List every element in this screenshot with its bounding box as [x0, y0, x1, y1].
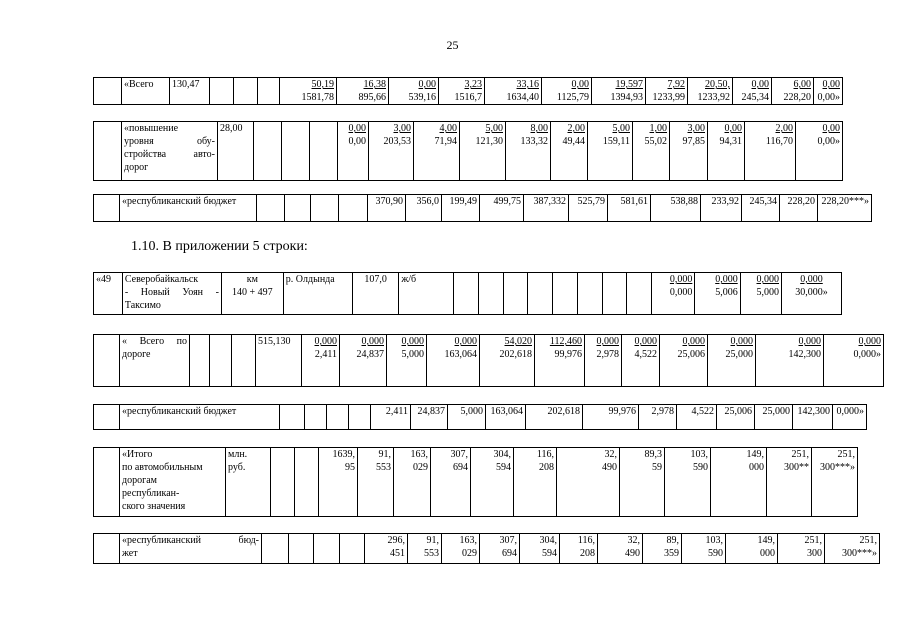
unit-cell: млн. руб.	[226, 448, 271, 517]
value-cell: 0,000 25,006	[660, 335, 708, 387]
empty-cell	[305, 405, 327, 430]
value-cell: 2,411	[371, 405, 411, 430]
value-cell: 0,000 30,000»	[782, 273, 842, 315]
value-cell: 0,000 25,000	[708, 335, 756, 387]
empty-cell	[478, 273, 503, 315]
amount-cell: 130,47	[170, 78, 210, 105]
value-cell: 50,19 1581,78	[280, 78, 337, 105]
value-cell: 112,460 99,976	[535, 335, 585, 387]
value-cell: 251, 300***»	[812, 448, 858, 517]
value-cell: 0,000 2,411	[302, 335, 340, 387]
value-cell: 163, 029	[394, 448, 431, 517]
empty-cell	[262, 534, 289, 564]
empty-cell	[602, 273, 627, 315]
value-cell: 0,000 5,000	[740, 273, 781, 315]
value-cell: 0,00 0,00	[338, 122, 369, 181]
row-label: «Всего	[122, 78, 170, 105]
amount-cell: 28,00	[218, 122, 254, 181]
table-total-1	[93, 77, 843, 105]
page-number: 25	[446, 38, 459, 52]
value-cell: 116, 208	[514, 448, 557, 517]
value-cell: 499,75	[480, 195, 524, 222]
unit-cell: км 140 + 497	[221, 273, 283, 315]
value-cell: 0,000 24,837	[340, 335, 387, 387]
empty-cell	[285, 195, 311, 222]
value-cell: 581,61	[608, 195, 651, 222]
empty-cell	[190, 335, 210, 387]
empty-cell	[627, 273, 652, 315]
value-cell: 0,00 94,31	[708, 122, 745, 181]
value-cell: 0,00 0,00»	[814, 78, 843, 105]
row-label: «республиканский бюд- жет	[120, 534, 262, 564]
table-budget-2	[93, 404, 867, 430]
empty-cell	[234, 78, 258, 105]
empty-cell	[528, 273, 553, 315]
row-label: «повышение уровня обу- стройства авто- дорог	[122, 122, 218, 181]
section-heading: 1.10. В приложении 5 строки:	[131, 239, 308, 254]
value-cell: 0,000 0,000»	[824, 335, 884, 387]
value-cell: 7,92 1233,99	[646, 78, 688, 105]
value-cell: 202,618	[526, 405, 583, 430]
value-cell: 1,00 55,02	[633, 122, 670, 181]
table-road-total	[93, 334, 884, 387]
value-cell: 8,00 133,32	[506, 122, 551, 181]
value-cell: 4,522	[677, 405, 717, 430]
empty-cell	[210, 335, 232, 387]
empty-cell	[282, 122, 310, 181]
value-cell: 32, 490	[557, 448, 620, 517]
value-cell: 89,3 59	[620, 448, 665, 517]
value-cell: 54,020 202,618	[480, 335, 535, 387]
table-budget-3	[93, 533, 880, 564]
value-cell: 0,000 4,522	[622, 335, 660, 387]
empty-cell	[257, 195, 285, 222]
value-cell: 245,34	[742, 195, 780, 222]
value-cell: 103, 590	[665, 448, 711, 517]
value-cell: 24,837	[411, 405, 448, 430]
value-cell: 103, 590	[682, 534, 726, 564]
row-label: «республиканский бюджет	[120, 195, 257, 222]
empty-cell	[94, 448, 120, 517]
value-cell: 525,79	[569, 195, 608, 222]
amount-cell: 515,130	[256, 335, 302, 387]
value-cell: 370,90	[368, 195, 406, 222]
value-cell: 3,23 1516,7	[439, 78, 485, 105]
value-cell: 0,000 5,006	[695, 273, 740, 315]
empty-cell	[94, 534, 120, 564]
value-cell: 1639, 95	[319, 448, 358, 517]
value-cell: 16,38 895,66	[337, 78, 389, 105]
empty-cell	[311, 195, 339, 222]
empty-cell	[94, 78, 122, 105]
empty-cell	[349, 405, 371, 430]
empty-cell	[314, 534, 340, 564]
table-row-49	[93, 272, 842, 315]
value-cell: 356,0	[406, 195, 442, 222]
value-cell: 116, 208	[560, 534, 598, 564]
empty-cell	[339, 195, 368, 222]
road-name: Северобайкальск - Новый Уоян - Таксимо	[122, 273, 221, 315]
value-cell: 89, 359	[643, 534, 682, 564]
empty-cell	[553, 273, 578, 315]
empty-cell	[289, 534, 314, 564]
value-cell: 19,597 1394,93	[592, 78, 646, 105]
value-cell: 2,00 49,44	[551, 122, 588, 181]
empty-cell	[280, 405, 305, 430]
table-grand-total	[93, 447, 903, 517]
value-cell: 0,000 2,978	[585, 335, 622, 387]
value-cell: 32, 490	[598, 534, 643, 564]
empty-cell	[327, 405, 349, 430]
value-cell: 0,000 142,300	[756, 335, 824, 387]
value-cell: 149, 000	[726, 534, 778, 564]
value-cell: 0,000 163,064	[427, 335, 480, 387]
river-cell: р. Олдында	[283, 273, 352, 315]
value-cell: 5,000	[448, 405, 486, 430]
value-cell: 3,00 203,53	[369, 122, 414, 181]
row-label: «Итого по автомобильным дорогам республикан- ского значения	[120, 448, 226, 517]
value-cell: 5,00 121,30	[460, 122, 506, 181]
empty-cell	[454, 273, 479, 315]
value-cell: 228,20	[780, 195, 818, 222]
length-cell: 107,0	[352, 273, 398, 315]
value-cell: 2,00 116,70	[745, 122, 796, 181]
value-cell: 304, 594	[471, 448, 514, 517]
value-cell: 538,88	[651, 195, 701, 222]
value-cell: 251, 300***»	[825, 534, 880, 564]
empty-cell	[94, 122, 122, 181]
value-cell: 99,976	[583, 405, 639, 430]
empty-cell	[295, 448, 319, 517]
value-cell: 4,00 71,94	[414, 122, 460, 181]
value-cell: 0,000»	[833, 405, 867, 430]
value-cell: 387,332	[524, 195, 569, 222]
value-cell: 2,978	[639, 405, 677, 430]
row-number: «49	[94, 273, 123, 315]
table-budget-1	[93, 194, 872, 222]
value-cell: 0,000 0,000	[652, 273, 695, 315]
empty-cell	[503, 273, 528, 315]
empty-cell	[254, 122, 282, 181]
type-cell: ж/б	[399, 273, 454, 315]
empty-cell	[94, 195, 120, 222]
value-cell: 228,20***»	[818, 195, 872, 222]
value-cell: 304, 594	[520, 534, 560, 564]
value-cell: 251, 300	[778, 534, 825, 564]
value-cell: 296, 451	[365, 534, 408, 564]
value-cell: 163, 029	[442, 534, 480, 564]
empty-cell	[340, 534, 365, 564]
value-cell: 5,00 159,11	[588, 122, 633, 181]
empty-cell	[210, 78, 234, 105]
value-cell: 0,00 0,00»	[796, 122, 843, 181]
value-cell: 0,00 245,34	[733, 78, 772, 105]
value-cell: 20,50, 1233,92	[688, 78, 733, 105]
table-improvement	[93, 121, 843, 181]
value-cell: 149, 000	[711, 448, 767, 517]
value-cell: 25,006	[717, 405, 755, 430]
empty-cell	[577, 273, 602, 315]
value-cell: 307, 694	[480, 534, 520, 564]
value-cell: 91, 553	[408, 534, 442, 564]
row-label: « Всего по дороге	[120, 335, 190, 387]
row-label: «республиканский бюджет	[120, 405, 280, 430]
value-cell: 163,064	[486, 405, 526, 430]
value-cell: 199,49	[442, 195, 480, 222]
empty-cell	[94, 405, 120, 430]
empty-cell	[310, 122, 338, 181]
value-cell: 6,00 228,20	[772, 78, 814, 105]
empty-cell	[271, 448, 295, 517]
value-cell: 233,92	[701, 195, 742, 222]
value-cell: 251, 300**	[767, 448, 812, 517]
empty-cell	[258, 78, 280, 105]
value-cell: 0,000 5,000	[387, 335, 427, 387]
value-cell: 0,00 1125,79	[542, 78, 592, 105]
empty-cell	[94, 335, 120, 387]
value-cell: 33,16 1634,40	[485, 78, 542, 105]
value-cell: 0,00 539,16	[389, 78, 439, 105]
value-cell: 3,00 97,85	[670, 122, 708, 181]
empty-cell	[232, 335, 256, 387]
value-cell: 91, 553	[358, 448, 394, 517]
value-cell: 307, 694	[431, 448, 471, 517]
value-cell: 25,000	[755, 405, 793, 430]
value-cell: 142,300	[793, 405, 833, 430]
